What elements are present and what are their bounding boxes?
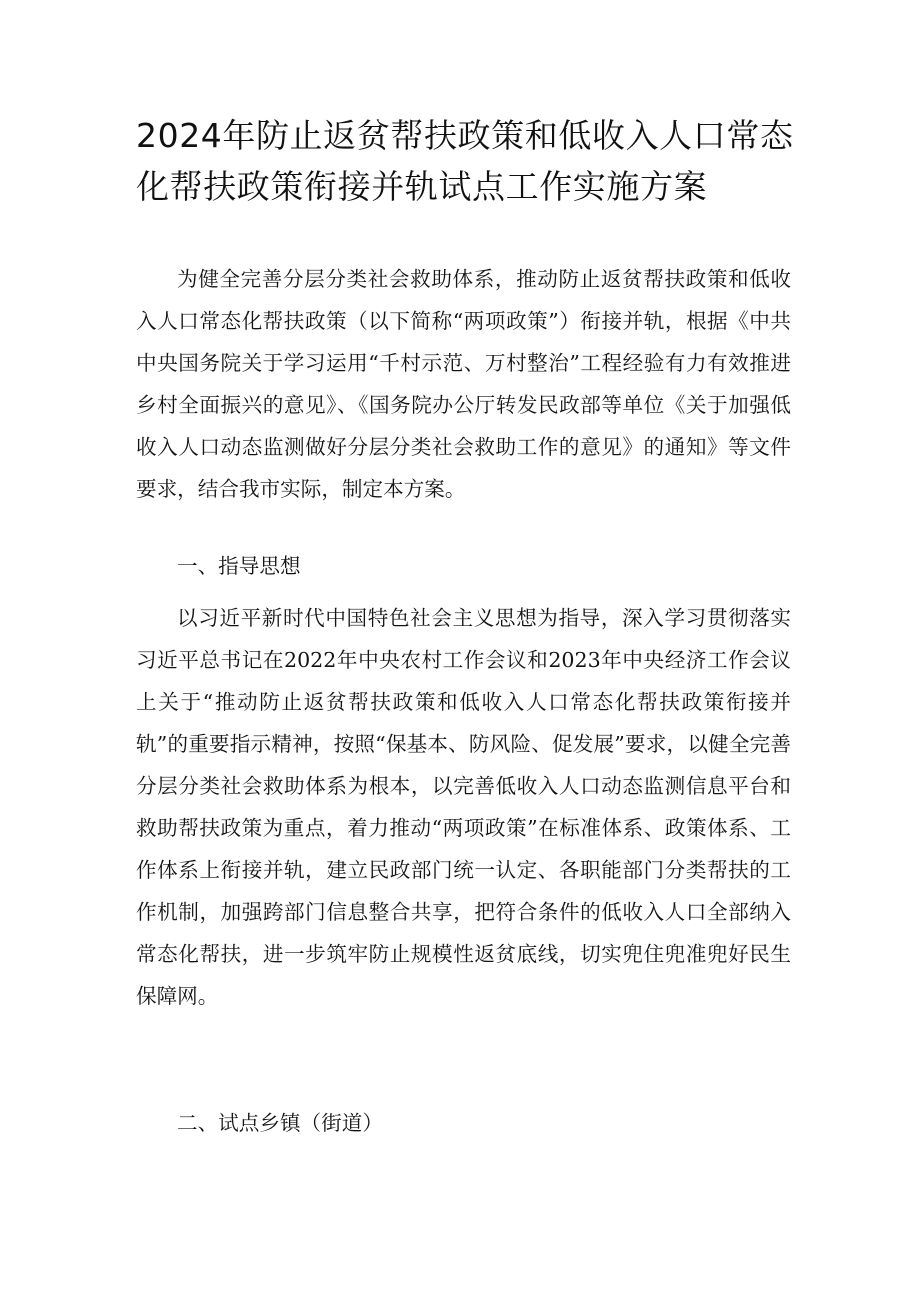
section-heading-guiding-ideology: 一、指导思想 (177, 554, 301, 578)
section-heading-pilot-towns: 二、试点乡镇（街道） (177, 1111, 383, 1135)
section-paragraph-guiding-ideology: 以习近平新时代中国特色社会主义思想为指导，深入学习贯彻落实习近平总书记在2022年中央农村工作会议和2023年中央经济工作会议上关于“推动防止返贫帮扶政策和低收入人口常态化帮扶政策衔接并轨”的重要指示精神，按照“保基本、防风险、促发展”要求，以健全完善分层分类社会救助体系为根本，以完善低收入人口动态监测信息平台和救助帮扶政策为重点，着力推动“两项政策”在标准体系、政策体系、工作体系上衔接并轨，建立民政部门统一认定、各职能部门分类帮扶的工作机制，加强跨部门信息整合共享，把符合条件的低收入人口全部纳入常态化帮扶，进一步筑牢防止规模性返贫底线，切实兜住兜准兜好民生保障网。 (136, 606, 791, 1008)
intro-paragraph: 为健全完善分层分类社会救助体系，推动防止返贫帮扶政策和低收入人口常态化帮扶政策（以下简称“两项政策”）衔接并轨，根据《中共中央国务院关于学习运用“千村示范、万村整治”工程经验有力有效推进乡村全面振兴的意见》、《国务院办公厅转发民政部等单位《关于加强低收入人口动态监测做好分层分类社会救助工作的意见》的通知》等文件要求，结合我市实际，制定本方案。 (136, 267, 791, 501)
document-title: 2024年防止返贫帮扶政策和低收入人口常态化帮扶政策衔接并轨试点工作实施方案 (136, 116, 794, 206)
